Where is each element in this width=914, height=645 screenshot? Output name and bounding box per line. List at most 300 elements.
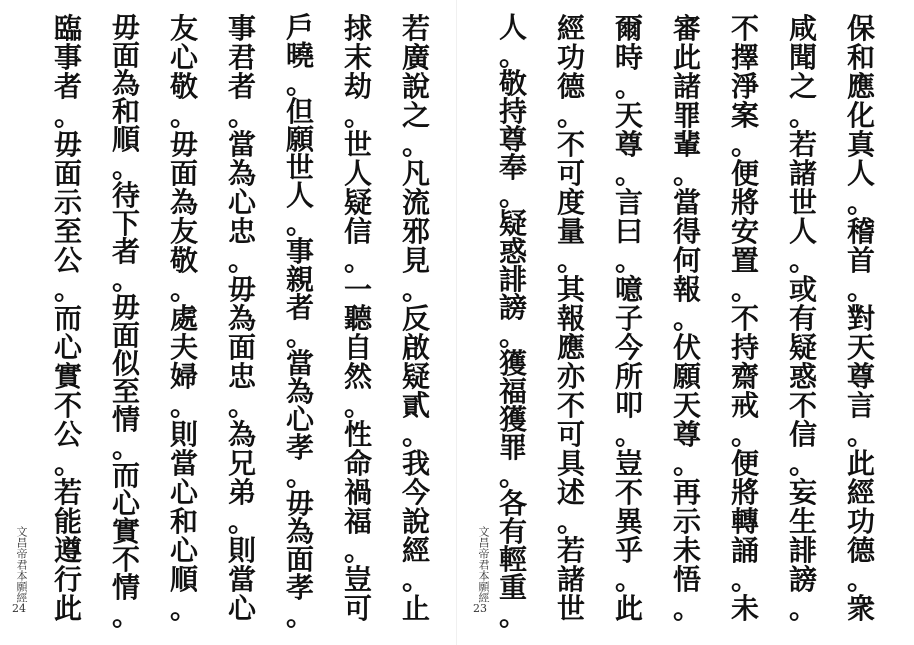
character-cell: 誹 [788,534,817,568]
character-cell: 敬 [169,69,198,103]
character-cell: 轉 [730,505,759,539]
character-cell: 不 [788,389,817,423]
character-cell: 止 [401,592,430,626]
character-cell: 。 [111,263,140,296]
character-cell: 者 [111,235,140,268]
character-cell: 。 [169,272,198,306]
character-cell: 一 [343,272,372,306]
character-cell: 事 [285,235,314,268]
character-cell: 為 [111,67,140,100]
character-cell: 獲 [498,403,527,436]
text-column [49,11,87,626]
character-cell: 度 [556,185,585,219]
character-cell: 啟 [401,331,430,365]
character-cell: 噫 [614,272,643,306]
character-cell: 對 [846,301,875,335]
character-cell: 。 [498,179,527,212]
running-title: 文昌帝君本願經 [477,526,490,603]
character-cell: 願 [285,123,314,156]
character-cell: 兄 [227,447,256,481]
character-cell: 實 [111,515,140,548]
character-cell: 待 [111,179,140,212]
character-cell: 量 [556,214,585,248]
character-cell: 信 [343,214,372,248]
character-cell: 心 [285,403,314,436]
character-cell: 示 [53,185,82,219]
character-cell: 面 [285,543,314,576]
character-cell: 之 [788,69,817,103]
character-cell: 。 [730,272,759,306]
character-cell: 說 [401,69,430,103]
character-cell: 。 [401,563,430,597]
character-cell: 世 [343,127,372,161]
character-cell: 持 [730,331,759,365]
character-cell: 忠 [227,360,256,394]
character-cell: 。 [498,319,527,352]
character-cell: 尊 [614,127,643,161]
character-cell: 輩 [672,127,701,161]
character-cell: 。 [227,243,256,277]
running-title: 文昌帝君本願經 [15,526,28,603]
character-cell: 經 [401,534,430,568]
character-cell: 惑 [498,235,527,268]
character-cell: 咸 [788,11,817,45]
character-cell: 此 [846,447,875,481]
character-cell: 可 [556,418,585,452]
character-cell: 面 [53,156,82,190]
character-cell: 情 [111,403,140,436]
character-cell: 。 [401,418,430,452]
character-cell: 。 [285,319,314,352]
character-cell: 示 [672,505,701,539]
character-cell: 經 [556,11,585,45]
character-cell: 此 [672,40,701,74]
character-cell: 各 [498,487,527,520]
character-cell: 今 [614,331,643,365]
character-cell: 生 [788,505,817,539]
character-cell: 貳 [401,389,430,423]
character-cell: 。 [53,98,82,132]
character-cell: 。 [730,418,759,452]
character-cell: 諸 [556,563,585,597]
character-cell: 擇 [730,40,759,74]
character-cell: 面 [169,156,198,190]
text-column [552,11,590,626]
character-cell: 當 [285,347,314,380]
text-column [397,11,435,626]
character-cell: 若 [401,11,430,45]
character-cell: 毋 [169,127,198,161]
character-cell: 諸 [672,69,701,103]
character-cell: 下 [111,207,140,240]
character-cell: 福 [498,375,527,408]
character-cell: 至 [53,214,82,248]
character-cell: 心 [111,487,140,520]
character-cell: 心 [227,592,256,626]
character-cell: 首 [846,243,875,277]
character-cell: 報 [672,272,701,306]
character-cell: 。 [285,599,314,632]
character-cell: 經 [846,476,875,510]
character-cell: 審 [672,11,701,45]
character-cell: 臨 [53,11,82,45]
text-column [339,11,377,626]
character-cell: 。 [53,447,82,481]
character-cell: 悟 [672,563,701,597]
text-column [107,11,145,632]
character-cell: 不 [614,476,643,510]
character-cell: 。 [556,243,585,277]
character-cell: 見 [401,243,430,277]
character-cell: 和 [169,505,198,539]
character-cell: 為 [227,301,256,335]
character-cell: 輕 [498,543,527,576]
character-cell: 奉 [498,151,527,184]
character-cell: 安 [730,214,759,248]
character-cell: 置 [730,243,759,277]
character-cell: 說 [401,505,430,539]
character-cell: 疑 [788,331,817,365]
character-cell: 疑 [401,360,430,394]
character-cell: 夫 [169,331,198,365]
character-cell: 和 [111,95,140,128]
character-cell: 淨 [730,69,759,103]
text-column [494,11,532,632]
character-cell: 人 [788,214,817,248]
text-column [223,11,261,626]
character-cell: 。 [614,563,643,597]
right-page [457,0,914,645]
text-column [165,11,203,626]
character-cell: 毋 [111,11,140,44]
character-cell: 情 [111,571,140,604]
character-cell: 可 [556,156,585,190]
character-cell: 諸 [788,156,817,190]
character-cell: 。 [730,563,759,597]
page-number: 24 [12,602,26,615]
character-cell: 信 [788,418,817,452]
character-cell: 。 [227,389,256,423]
character-cell: 將 [730,476,759,510]
character-cell: 遵 [53,534,82,568]
character-cell: 和 [846,40,875,74]
character-cell: 為 [169,185,198,219]
character-cell: 化 [846,98,875,132]
character-cell: 得 [672,214,701,248]
character-cell: 罪 [498,431,527,464]
character-cell: 面 [111,39,140,72]
character-cell: 謗 [788,563,817,597]
character-cell: 功 [556,40,585,74]
character-cell: 而 [53,301,82,335]
character-cell: 。 [169,592,198,626]
character-cell: 。 [169,389,198,423]
character-cell: 。 [111,599,140,632]
character-cell: 或 [788,272,817,306]
character-cell: 世 [285,151,314,184]
character-cell: 捄 [343,11,372,45]
character-cell: 自 [343,331,372,365]
character-cell: 叩 [614,389,643,423]
character-cell: 便 [730,447,759,481]
character-cell: 心 [169,476,198,510]
character-cell: 。 [498,599,527,632]
character-cell: 案 [730,98,759,132]
character-cell: 。 [672,301,701,335]
character-cell: 將 [730,185,759,219]
character-cell: 若 [788,127,817,161]
character-cell: 謗 [498,291,527,324]
character-cell: 順 [169,563,198,597]
text-column [668,11,706,626]
character-cell: 者 [285,291,314,324]
character-cell: 乎 [614,534,643,568]
character-cell: 稽 [846,214,875,248]
text-column [726,11,764,626]
character-cell: 願 [672,360,701,394]
character-cell: 衆 [846,592,875,626]
character-cell: 為 [285,375,314,408]
character-cell: 誹 [498,263,527,296]
character-cell: 尊 [846,360,875,394]
character-cell: 面 [111,319,140,352]
character-cell: 此 [53,592,82,626]
character-cell: 福 [343,505,372,539]
character-cell: 。 [343,98,372,132]
character-cell: 事 [227,11,256,45]
character-cell: 有 [788,301,817,335]
character-cell: 不 [730,301,759,335]
character-cell: 述 [556,476,585,510]
character-cell: 。 [672,592,701,626]
character-cell: 。 [343,534,372,568]
character-cell: 凡 [401,156,430,190]
character-cell: 不 [556,127,585,161]
character-cell: 順 [111,123,140,156]
character-cell: 豈 [343,563,372,597]
character-cell: 孝 [285,431,314,464]
character-cell: 。 [846,563,875,597]
character-cell: 。 [401,127,430,161]
character-cell: 。 [730,127,759,161]
character-cell: 敬 [169,243,198,277]
character-cell: 人 [343,156,372,190]
character-cell: 可 [343,592,372,626]
character-cell: 。 [672,447,701,481]
character-cell: 當 [169,447,198,481]
character-cell: 。 [111,151,140,184]
character-cell: 心 [169,40,198,74]
character-cell: 。 [556,98,585,132]
character-cell: 不 [111,543,140,576]
character-cell: 。 [614,418,643,452]
character-cell: 天 [672,389,701,423]
character-cell: 再 [672,476,701,510]
character-cell: 毋 [53,127,82,161]
character-cell: 。 [285,459,314,492]
character-cell: 。 [614,69,643,103]
character-cell: 言 [846,389,875,423]
character-cell: 不 [53,389,82,423]
character-cell: 重 [498,571,527,604]
character-cell: 劫 [343,69,372,103]
character-cell: 毋 [111,291,140,324]
character-cell: 具 [556,447,585,481]
character-cell: 亦 [556,360,585,394]
character-cell: 則 [227,534,256,568]
character-cell: 弟 [227,476,256,510]
character-cell: 若 [556,534,585,568]
character-cell: 。 [614,156,643,190]
character-cell: 。 [227,505,256,539]
character-cell: 。 [672,156,701,190]
character-cell: 者 [53,69,82,103]
character-cell: 人 [498,11,527,44]
character-cell: 毋 [227,272,256,306]
character-cell: 。 [846,418,875,452]
character-cell: 疑 [343,185,372,219]
character-cell: 命 [343,447,372,481]
character-cell: 世 [556,592,585,626]
character-cell: 保 [846,11,875,45]
character-cell: 所 [614,360,643,394]
character-cell: 世 [788,185,817,219]
character-cell: 至 [111,375,140,408]
page-number: 23 [473,602,487,615]
character-cell: 天 [846,331,875,365]
text-column [842,11,880,626]
text-column [610,11,648,626]
character-cell: 。 [614,243,643,277]
character-cell: 友 [169,11,198,45]
character-cell: 心 [227,185,256,219]
character-cell: 爾 [614,11,643,45]
character-cell: 。 [498,459,527,492]
character-cell: 而 [111,459,140,492]
character-cell: 尊 [672,418,701,452]
character-cell: 疑 [498,207,527,240]
character-cell: 事 [53,40,82,74]
character-cell: 實 [53,360,82,394]
character-cell: 似 [111,347,140,380]
character-cell: 。 [788,243,817,277]
character-cell: 但 [285,95,314,128]
character-cell: 其 [556,272,585,306]
character-cell: 不 [730,11,759,45]
character-cell: 能 [53,505,82,539]
character-cell: 。 [788,592,817,626]
character-cell: 心 [169,534,198,568]
character-cell: 持 [498,95,527,128]
character-cell: 聞 [788,40,817,74]
character-cell: 者 [227,69,256,103]
character-cell: 何 [672,243,701,277]
character-cell: 為 [227,156,256,190]
character-cell: 性 [343,418,372,452]
character-cell: 邪 [401,214,430,248]
character-cell: 。 [846,185,875,219]
character-cell: 報 [556,301,585,335]
character-cell: 當 [227,563,256,597]
character-cell: 天 [614,98,643,132]
character-cell: 面 [227,331,256,365]
character-cell: 未 [730,592,759,626]
character-cell: 公 [53,243,82,277]
character-cell: 為 [227,418,256,452]
character-cell: 惑 [788,360,817,394]
character-cell: 親 [285,263,314,296]
character-cell: 誦 [730,534,759,568]
character-cell: 德 [846,534,875,568]
character-cell: 此 [614,592,643,626]
character-cell: 齋 [730,360,759,394]
character-cell: 豈 [614,447,643,481]
character-cell: 應 [556,331,585,365]
text-column [281,11,319,632]
character-cell: 。 [53,272,82,306]
character-cell: 。 [498,39,527,72]
character-cell: 反 [401,301,430,335]
character-cell: 。 [788,447,817,481]
character-cell: 未 [672,534,701,568]
character-cell: 婦 [169,360,198,394]
character-cell: 友 [169,214,198,248]
character-cell: 。 [556,505,585,539]
character-cell: 君 [227,40,256,74]
character-cell: 異 [614,505,643,539]
character-cell: 戶 [285,11,314,44]
character-cell: 當 [672,185,701,219]
character-cell: 則 [169,418,198,452]
character-cell: 尊 [498,123,527,156]
character-cell: 戒 [730,389,759,423]
character-cell: 人 [846,156,875,190]
character-cell: 我 [401,447,430,481]
character-cell: 真 [846,127,875,161]
character-cell: 獲 [498,347,527,380]
character-cell: 。 [846,272,875,306]
character-cell: 功 [846,505,875,539]
character-cell: 聽 [343,301,372,335]
character-cell: 若 [53,476,82,510]
character-cell: 流 [401,185,430,219]
character-cell: 禍 [343,476,372,510]
character-cell: 為 [285,515,314,548]
character-cell: 曉 [285,39,314,72]
character-cell: 公 [53,418,82,452]
character-cell: 應 [846,69,875,103]
character-cell: 伏 [672,331,701,365]
character-cell: 便 [730,156,759,190]
character-cell: 廣 [401,40,430,74]
text-column [784,11,822,626]
character-cell: 今 [401,476,430,510]
character-cell: 行 [53,563,82,597]
character-cell: 有 [498,515,527,548]
character-cell: 妄 [788,476,817,510]
character-cell: 罪 [672,98,701,132]
character-cell: 德 [556,69,585,103]
character-cell: 毋 [285,487,314,520]
character-cell: 。 [227,98,256,132]
character-cell: 之 [401,98,430,132]
character-cell: 。 [285,67,314,100]
character-cell: 然 [343,360,372,394]
character-cell: 時 [614,40,643,74]
character-cell: 。 [343,389,372,423]
character-cell: 。 [111,431,140,464]
character-cell: 言 [614,185,643,219]
